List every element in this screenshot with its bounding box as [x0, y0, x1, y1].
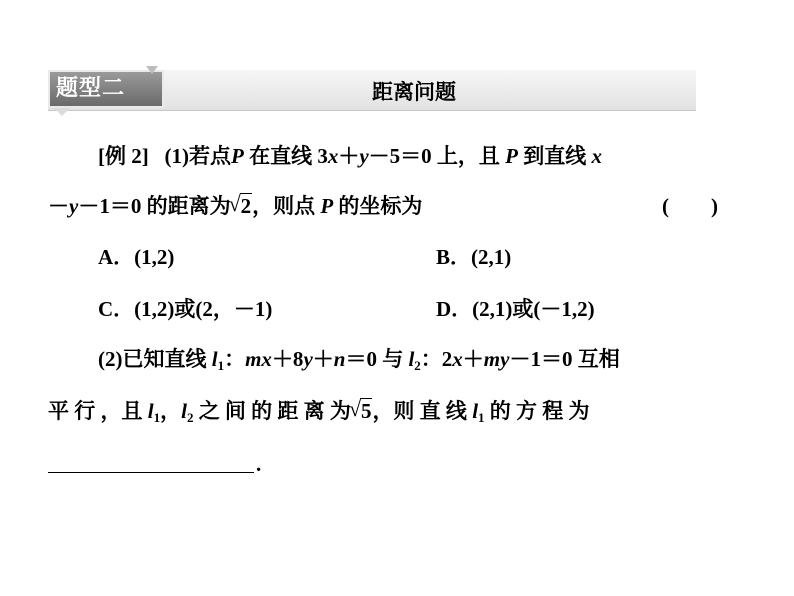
q1-text: ，则点 — [252, 194, 316, 218]
question-type-tag: 题型二 — [48, 70, 164, 108]
q2-text: ， — [160, 399, 182, 423]
var-l: l — [408, 347, 415, 371]
q2-text: (2)已知直线 — [98, 347, 207, 371]
var-x: x — [452, 347, 463, 371]
var-x: x — [591, 144, 602, 168]
var-P: P — [320, 194, 334, 218]
tag-tail-icon — [54, 108, 70, 116]
q2-text: ，则 直 线 — [372, 399, 467, 423]
option-b: B．(2,1) — [436, 245, 512, 269]
q1-text: －5＝0 上，且 — [368, 144, 500, 168]
var-x: x — [327, 144, 339, 168]
var-l: l — [211, 347, 218, 371]
subscript: 1 — [153, 410, 161, 425]
q1-text: －1＝0 的距离为 — [78, 194, 231, 218]
var-l: l — [147, 399, 154, 423]
section-title: 距离问题 — [372, 80, 456, 104]
q2-line1 — [98, 346, 620, 379]
q1-text: － — [48, 194, 69, 218]
subscript: 1 — [478, 410, 485, 425]
q2-line2 — [48, 398, 590, 431]
q1-text: 到直线 — [523, 144, 587, 168]
option-a: A．(1,2) — [98, 245, 175, 269]
sqrt-expression — [231, 193, 253, 219]
q2-text: ＋ — [462, 347, 484, 371]
var-P: P — [505, 144, 518, 168]
subscript: 1 — [217, 358, 225, 373]
q2-text: 平 行 ，且 — [48, 399, 143, 423]
q2-text: ： — [224, 347, 246, 371]
var-y: y — [69, 194, 79, 218]
answer-blank-line — [48, 472, 254, 473]
example-label: [例 2] — [98, 144, 149, 168]
q2-text: 的 方 程 为 — [489, 399, 590, 423]
var-P: P — [231, 144, 244, 168]
q1-text: 在直线 3 — [249, 144, 328, 168]
var-l: l — [472, 399, 479, 423]
sqrt-expression — [351, 398, 373, 424]
radicand: 2 — [240, 194, 252, 218]
option-d: D．(2,1)或(－1,2) — [436, 297, 595, 321]
tag-notch-icon — [146, 66, 158, 74]
subscript: 2 — [186, 410, 194, 425]
q2-text: ：2 — [420, 347, 453, 371]
period-mark: . — [256, 452, 262, 476]
var-y: y — [359, 144, 369, 168]
q2-text: ＋8 — [271, 347, 304, 371]
var-n: n — [333, 347, 346, 371]
q2-text: 之 间 的 距 离 为 — [198, 399, 351, 423]
q2-text: －1＝0 互相 — [509, 347, 620, 371]
var-l: l — [181, 399, 187, 423]
q2-text: ＝0 与 — [345, 347, 404, 371]
q2-text: ＋ — [312, 347, 334, 371]
q1-text: (1)若点 — [164, 144, 231, 168]
q1-line1 — [98, 143, 602, 169]
answer-parentheses: ( ) — [662, 194, 718, 218]
var-mx: mx — [245, 347, 272, 371]
option-c: C．(1,2)或(2，－1) — [98, 297, 273, 321]
q1-text: ＋ — [338, 144, 360, 168]
q1-text: 的坐标为 — [338, 194, 423, 218]
radicand: 5 — [360, 399, 372, 423]
var-y: y — [303, 347, 313, 371]
q1-line2 — [48, 193, 422, 219]
subscript: 2 — [414, 358, 421, 373]
var-my: my — [483, 347, 510, 371]
